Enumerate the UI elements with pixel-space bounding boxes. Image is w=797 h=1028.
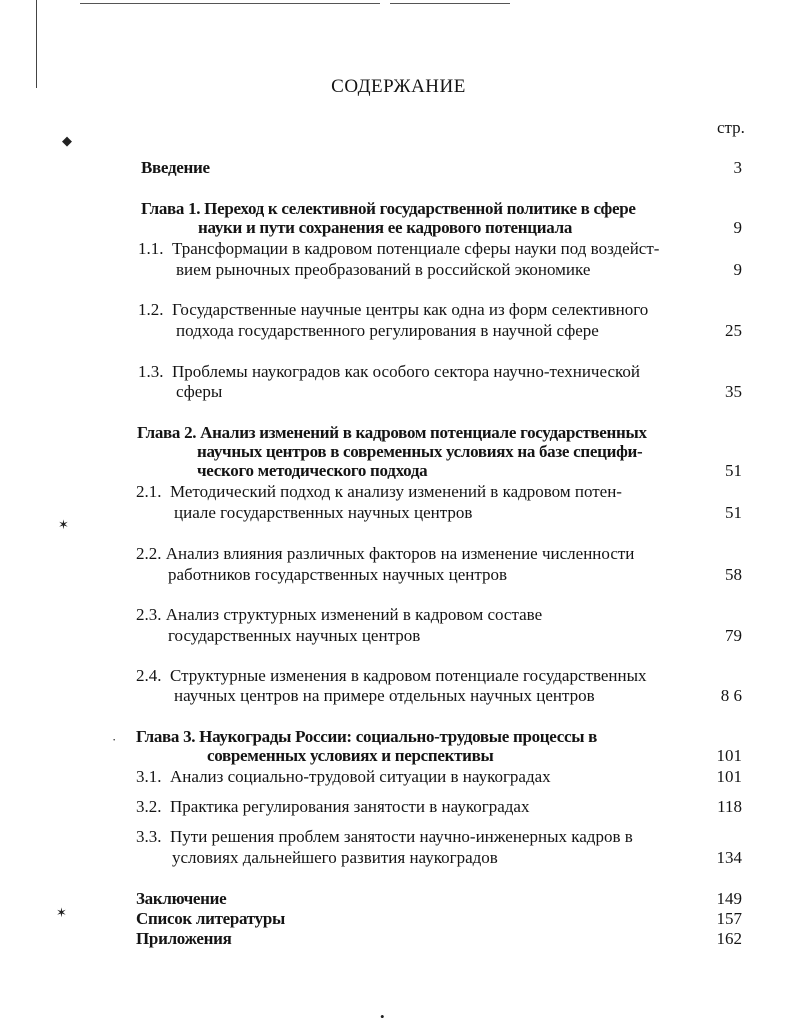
page-number: 51 bbox=[725, 503, 742, 522]
toc-entry-conclusion: Заключение bbox=[136, 889, 227, 908]
section-number: 1.3. bbox=[138, 362, 164, 381]
chapter-heading-cont: ческого методического подхода bbox=[197, 461, 428, 480]
page-number: 9 bbox=[733, 218, 742, 237]
page-number: 51 bbox=[725, 461, 742, 480]
section-title: Структурные изменения в кадровом потенциале государственных bbox=[170, 666, 647, 685]
section-title: Трансформации в кадровом потенциале сферы науки под воздейст- bbox=[172, 239, 660, 258]
scan-speck: ✶ bbox=[58, 517, 69, 532]
page-number: 162 bbox=[716, 929, 742, 948]
section-entry bbox=[136, 666, 647, 686]
scan-speck: ◆ bbox=[62, 133, 72, 148]
page-number: 35 bbox=[725, 382, 742, 401]
page-number: 9 bbox=[733, 260, 742, 279]
toc-entry-appendices: Приложения bbox=[136, 929, 232, 948]
section-number: 3.1. bbox=[136, 767, 162, 786]
section-title: Методический подход к анализу изменений в кадровом потен- bbox=[170, 482, 622, 501]
section-title-cont: условиях дальнейшего развития наукоградов bbox=[172, 848, 498, 867]
page-number: 157 bbox=[716, 909, 742, 928]
section-number: 3.2. bbox=[136, 797, 162, 816]
section-entry bbox=[136, 797, 529, 817]
section-title: Государственные научные центры как одна из форм селективного bbox=[172, 300, 649, 319]
page-number: 101 bbox=[716, 767, 742, 786]
section-number: 2.4. bbox=[136, 666, 162, 685]
section-entry bbox=[136, 827, 633, 847]
section-title: 2.2. Анализ влияния различных факторов на изменение численности bbox=[136, 544, 635, 563]
section-title-cont: подхода государственного регулирования в научной сфере bbox=[176, 321, 599, 340]
toc-entry-intro: Введение bbox=[141, 158, 210, 177]
toc-entry-references: Список литературы bbox=[136, 909, 285, 928]
section-title: Пути решения проблем занятости научно-инженерных кадров в bbox=[170, 827, 633, 846]
section-title: Проблемы наукоградов как особого сектора научно-технической bbox=[172, 362, 640, 381]
section-title: Анализ социально-трудовой ситуации в наукоградах bbox=[170, 767, 551, 786]
scan-edge-line bbox=[390, 3, 510, 4]
section-number: 1.1. bbox=[138, 239, 164, 258]
page-number: 58 bbox=[725, 565, 742, 584]
section-title-cont: сферы bbox=[176, 382, 223, 401]
chapter-heading-cont: науки и пути сохранения ее кадрового потенциала bbox=[198, 218, 573, 237]
chapter-heading: Глава 3. Наукограды России: социально-трудовые процессы в bbox=[136, 727, 598, 746]
section-entry bbox=[138, 300, 648, 320]
page-number: 101 bbox=[716, 746, 742, 765]
scan-speck: • bbox=[380, 1009, 385, 1024]
page-number: 149 bbox=[716, 889, 742, 908]
section-number: 1.2. bbox=[138, 300, 164, 319]
section-title: 2.3. Анализ структурных изменений в кадровом составе bbox=[136, 605, 543, 624]
chapter-heading: Глава 1. Переход к селективной государственной политике в сфере bbox=[141, 199, 636, 218]
section-entry bbox=[138, 239, 659, 259]
chapter-heading: Глава 2. Анализ изменений в кадровом потенциале государственных bbox=[137, 423, 647, 442]
section-title-cont: циале государственных научных центров bbox=[174, 503, 473, 522]
section-entry bbox=[138, 362, 640, 382]
section-entry bbox=[136, 767, 551, 787]
section-title-cont: вием рыночных преобразований в российской экономике bbox=[176, 260, 591, 279]
page-title: СОДЕРЖАНИЕ bbox=[331, 76, 466, 97]
page-number: 134 bbox=[716, 848, 742, 867]
page-number: 8 6 bbox=[720, 686, 742, 705]
page-number: 118 bbox=[717, 797, 742, 816]
page-number: 25 bbox=[725, 321, 742, 340]
scan-speck: ✶ bbox=[56, 905, 67, 920]
page-number: 79 bbox=[725, 626, 742, 645]
scan-margin-line bbox=[36, 0, 37, 88]
section-number: 3.3. bbox=[136, 827, 162, 846]
section-title-cont: государственных научных центров bbox=[168, 626, 421, 645]
section-title-cont: научных центров на примере отдельных научных центров bbox=[174, 686, 595, 705]
section-number: 2.1. bbox=[136, 482, 162, 501]
section-entry bbox=[136, 482, 622, 502]
section-title: Практика регулирования занятости в наукоградах bbox=[170, 797, 530, 816]
scan-edge-line bbox=[80, 3, 380, 4]
page-column-label: стр. bbox=[717, 118, 745, 137]
scan-speck: · bbox=[112, 732, 117, 747]
section-title-cont: работников государственных научных центров bbox=[168, 565, 508, 584]
chapter-heading-cont: научных центров в современных условиях на базе специфи- bbox=[197, 442, 643, 461]
chapter-heading-cont: современных условиях и перспективы bbox=[207, 746, 494, 765]
page-number: 3 bbox=[733, 158, 742, 177]
